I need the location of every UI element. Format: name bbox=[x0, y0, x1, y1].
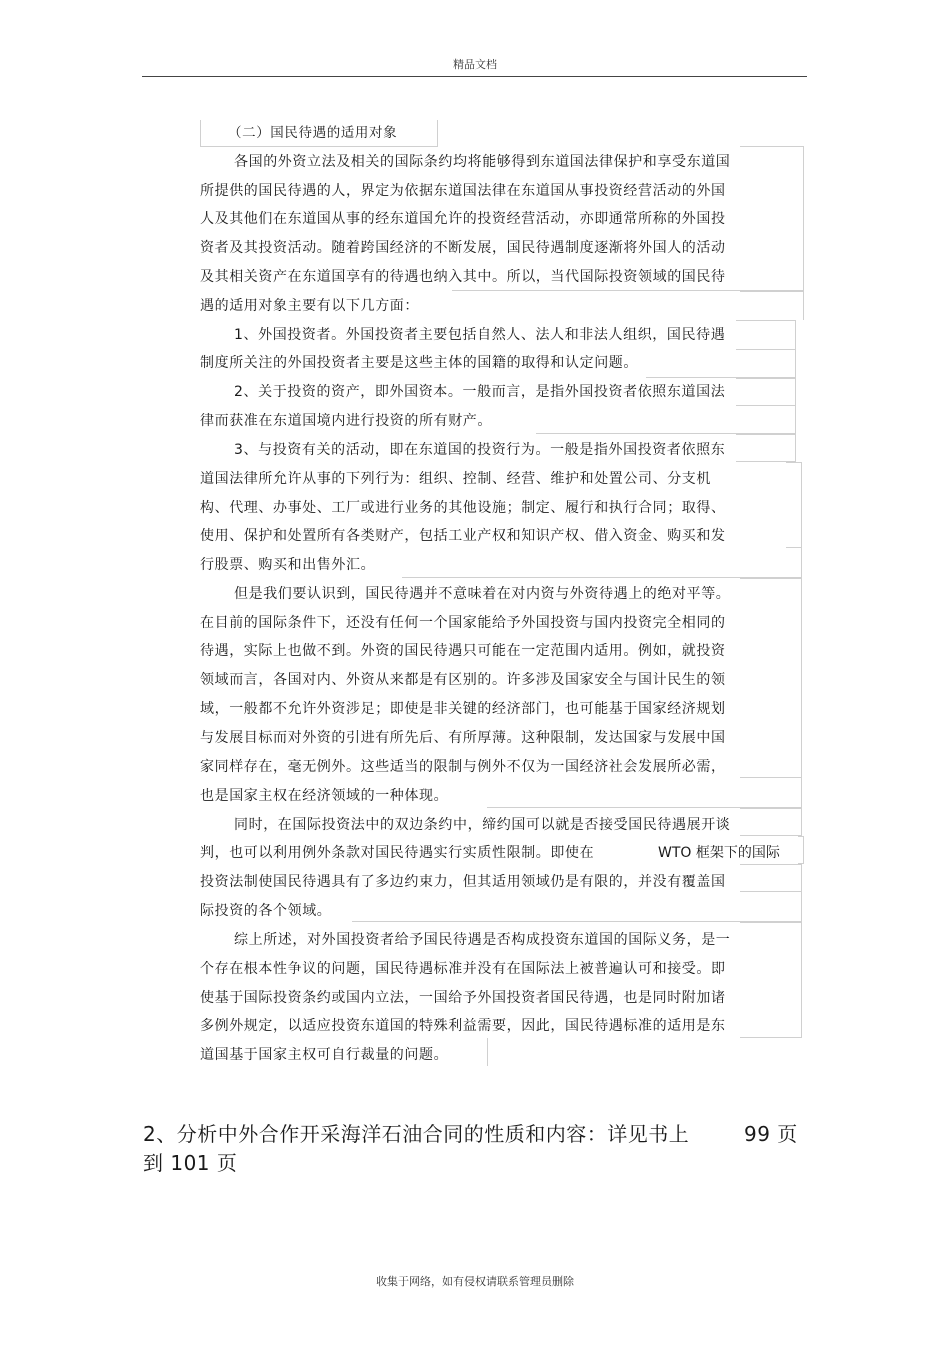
question-heading-cont: 到 101 页 bbox=[143, 1151, 238, 1175]
paragraph-line: 际投资的各个领域。 bbox=[200, 903, 332, 919]
section-heading: （二）国民待遇的适用对象 bbox=[228, 125, 398, 141]
paragraph-line: 综上所述，对外国投资者给予国民待遇是否构成投资东道国的国际义务，是一 bbox=[234, 932, 731, 948]
paragraph-line: 域，一般都不允许外资涉足；即使是非关键的经济部门，也可能基于国家经济规划 bbox=[200, 701, 726, 717]
paragraph-line: 待遇，实际上也做不到。外资的国民待遇只可能在一定范围内适用。例如，就投资 bbox=[200, 643, 726, 659]
text-frame bbox=[740, 146, 804, 292]
text-frame bbox=[352, 892, 802, 922]
list-item-line: 1、外国投资者。外国投资者主要包括自然人、法人和非法人组织，国民待遇 bbox=[234, 327, 726, 343]
paragraph-line: 与发展目标而对外资的引进有所先后、有所厚薄。这种限制，发达国家与发展中国 bbox=[200, 730, 726, 746]
paragraph-line: 领域而言，各国对内、外资从来都是有区别的。许多涉及国家安全与国计民生的领 bbox=[200, 672, 726, 688]
text-frame bbox=[736, 320, 796, 350]
paragraph-line: 遇的适用对象主要有以下几方面： bbox=[200, 298, 419, 314]
text-frame bbox=[740, 808, 802, 836]
text-frame bbox=[402, 548, 802, 578]
question-heading: 2、分析中外合作开采海洋石油合同的性质和内容：详见书上 bbox=[143, 1122, 690, 1146]
paragraph-line: 人及其他们在东道国从事的经东道国允许的投资经营活动，亦即通常所称的外国投 bbox=[200, 211, 726, 227]
list-item-line: 2、关于投资的资产，即外国资本。一般而言，是指外国投资者依照东道国法 bbox=[234, 384, 726, 400]
text-frame bbox=[740, 864, 802, 892]
list-item-line: 构、代理、办事处、工厂或进行业务的其他设施；制定、履行和执行合同；取得、 bbox=[200, 500, 726, 516]
list-item-line: 制度所关注的外国投资者主要是这些主体的国籍的取得和认定问题。 bbox=[200, 355, 638, 371]
paragraph-line: 也是国家主权在经济领域的一种体现。 bbox=[200, 788, 449, 804]
question-page-ref: 99 页 bbox=[744, 1122, 798, 1146]
paragraph-line: 道国基于国家主权可自行裁量的问题。 bbox=[200, 1047, 449, 1063]
text-frame bbox=[786, 462, 802, 548]
paragraph-line: 及其相关资产在东道国享有的待遇也纳入其中。所以，当代国际投资领域的国民待 bbox=[200, 269, 726, 285]
paragraph-line: 所提供的国民待遇的人，界定为依据东道国法律在东道国从事投资经营活动的外国 bbox=[200, 183, 726, 199]
text-frame bbox=[452, 290, 804, 320]
text-frame bbox=[487, 1038, 488, 1066]
paragraph-line: 资者及其投资活动。随着跨国经济的不断发展，国民待遇制度逐渐将外国人的活动 bbox=[200, 240, 726, 256]
paragraph-line: 投资法制使国民待遇具有了多边约束力，但其适用领域仍是有限的，并没有覆盖国 bbox=[200, 874, 726, 890]
paragraph-line: 使基于国际投资条约或国内立法，一国给予外国投资者国民待遇，也是同时附加诸 bbox=[200, 990, 726, 1006]
paragraph-line: 同时，在国际投资法中的双边条约中，缔约国可以就是否接受国民待遇展开谈 bbox=[234, 817, 731, 833]
text-frame bbox=[736, 378, 796, 406]
paragraph-line: 多例外规定，以适应投资东道国的特殊利益需要，因此，国民待遇标准的适用是东 bbox=[200, 1018, 726, 1034]
list-item-line: 律而获准在东道国境内进行投资的所有财产。 bbox=[200, 413, 492, 429]
text-frame bbox=[798, 836, 804, 864]
page-footer: 收集于网络，如有侵权请联系管理员删除 bbox=[376, 1275, 574, 1288]
text-frame bbox=[740, 578, 802, 778]
list-item-line: 行股票、购买和出售外汇。 bbox=[200, 557, 376, 573]
text-frame bbox=[487, 778, 802, 808]
header-divider bbox=[142, 76, 807, 77]
paragraph-line: 各国的外资立法及相关的国际条约均将能够得到东道国法律保护和享受东道国 bbox=[234, 154, 731, 170]
paragraph-line: 判，也可以利用例外条款对国民待遇实行实质性限制。即使在 bbox=[200, 845, 595, 861]
text-frame bbox=[736, 434, 796, 462]
list-item-line: 道国法律所允许从事的下列行为：组织、控制、经营、维护和处置公司、分支机 bbox=[200, 471, 711, 487]
paragraph-line: 家同样存在，毫无例外。这些适当的限制与例外不仅为一国经济社会发展所必需， bbox=[200, 759, 726, 775]
paragraph-line: 个存在根本性争议的问题，国民待遇标准并没有在国际法上被普遍认可和接受。即 bbox=[200, 961, 726, 977]
page-header: 精品文档 bbox=[453, 58, 497, 71]
text-frame bbox=[646, 350, 796, 378]
list-item-line: 3、与投资有关的活动，即在东道国的投资行为。一般是指外国投资者依照东 bbox=[234, 442, 726, 458]
list-item-line: 使用、保护和处置所有各类财产，包括工业产权和知识产权、借入资金、购买和发 bbox=[200, 528, 726, 544]
text-frame bbox=[536, 406, 796, 434]
wto-text: WTO 框架下的国际 bbox=[658, 845, 780, 861]
paragraph-line: 但是我们要认识到，国民待遇并不意味着在对内资与外资待遇上的绝对平等。 bbox=[234, 586, 731, 602]
text-frame bbox=[740, 922, 802, 1038]
paragraph-line: 在目前的国际条件下，还没有任何一个国家能给予外国投资与国内投资完全相同的 bbox=[200, 615, 726, 631]
